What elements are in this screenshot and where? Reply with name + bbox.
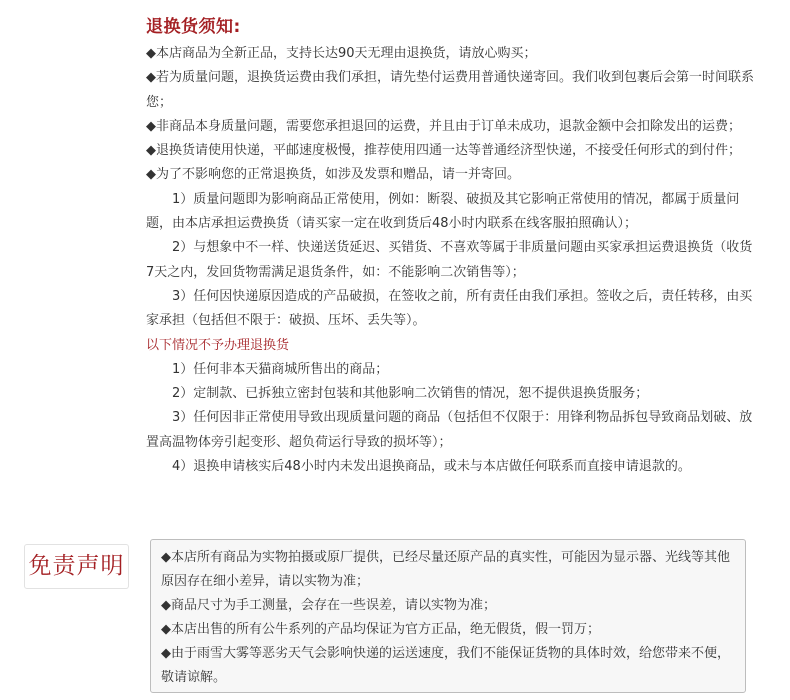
disclaimer-box: [150, 539, 746, 693]
no-return-item: 3）任何因非正常使用导致出现质量问题的商品（包括但不仅限于：用锋利物品拆包导致商品划破、放置高温物体旁引起变形、超负荷运行导致的损坏等）；: [146, 410, 753, 450]
returns-title: 退换货须知:: [146, 17, 241, 37]
returns-item: ◆非商品本身质量问题，需要您承担退回的运费，并且由于订单未成功，退款金额中会扣除发出的运费；: [146, 118, 741, 134]
no-return-item: 2）定制款、已拆独立密封包装和其他影响二次销售的情况，恕不提供退换货服务；: [172, 386, 649, 402]
returns-sub-item: 2）与想象中不一样、快递送货延迟、买错货、不喜欢等属于非质量问题由买家承担运费退换货（收货7天之内，发回货物需满足退货条件，如：不能影响二次销售等）；: [146, 240, 753, 280]
disclaimer-item: ◆商品尺寸为手工测量，会存在一些误差，请以实物为准；: [161, 598, 496, 613]
no-return-heading: 以下情况不予办理退换货: [146, 337, 290, 353]
returns-item: ◆退换货请使用快递，平邮速度极慢，推荐使用四通一达等普通经济型快递，不接受任何形式的到付件；: [146, 143, 741, 159]
returns-item: ◆本店商品为全新正品，支持长达90天无理由退换货，请放心购买；: [146, 46, 537, 61]
disclaimer-item: ◆由于雨雪大雾等恶劣天气会影响快递的运送速度，我们不能保证货物的具体时效，给您带来不便，敬请谅解。: [161, 646, 730, 685]
returns-sub-item: 3）任何因快递原因造成的产品破损，在签收之前，所有责任由我们承担。签收之后，责任转移，由买家承担（包括但不限于：破损、压坏、丢失等）。: [146, 288, 753, 329]
disclaimer-item: ◆本店出售的所有公牛系列的产品均保证为官方正品，绝无假货，假一罚万；: [161, 622, 600, 637]
returns-item: ◆若为质量问题，退换货运费由我们承担，请先垫付运费用普通快递寄回。我们收到包裹后会第一时间联系您；: [146, 70, 754, 110]
disclaimer-item: ◆本店所有商品为实物拍摄或原厂提供，已经尽量还原产品的真实性，可能因为显示器、光线等其他原因存在细小差异，请以实物为准；: [161, 550, 730, 589]
no-return-item: 4）退换申请核实后48小时内未发出退换商品，或未与本店做任何联系而直接申请退款的。: [172, 459, 691, 475]
no-return-item: 1）任何非本天猫商城所售出的商品；: [172, 361, 389, 377]
disclaimer-label: 免责声明: [24, 544, 129, 589]
returns-item: ◆为了不影响您的正常退换货，如涉及发票和赠品，请一并寄回。: [146, 167, 520, 183]
returns-sub-item: 1）质量问题即为影响商品正常使用，例如：断裂、破损及其它影响正常使用的情况，都属于质量问题，由本店承担运费换货（请买家一定在收到货后48小时内联系在线客服拍照确认）；: [146, 191, 740, 232]
returns-notice-section: [146, 12, 756, 479]
